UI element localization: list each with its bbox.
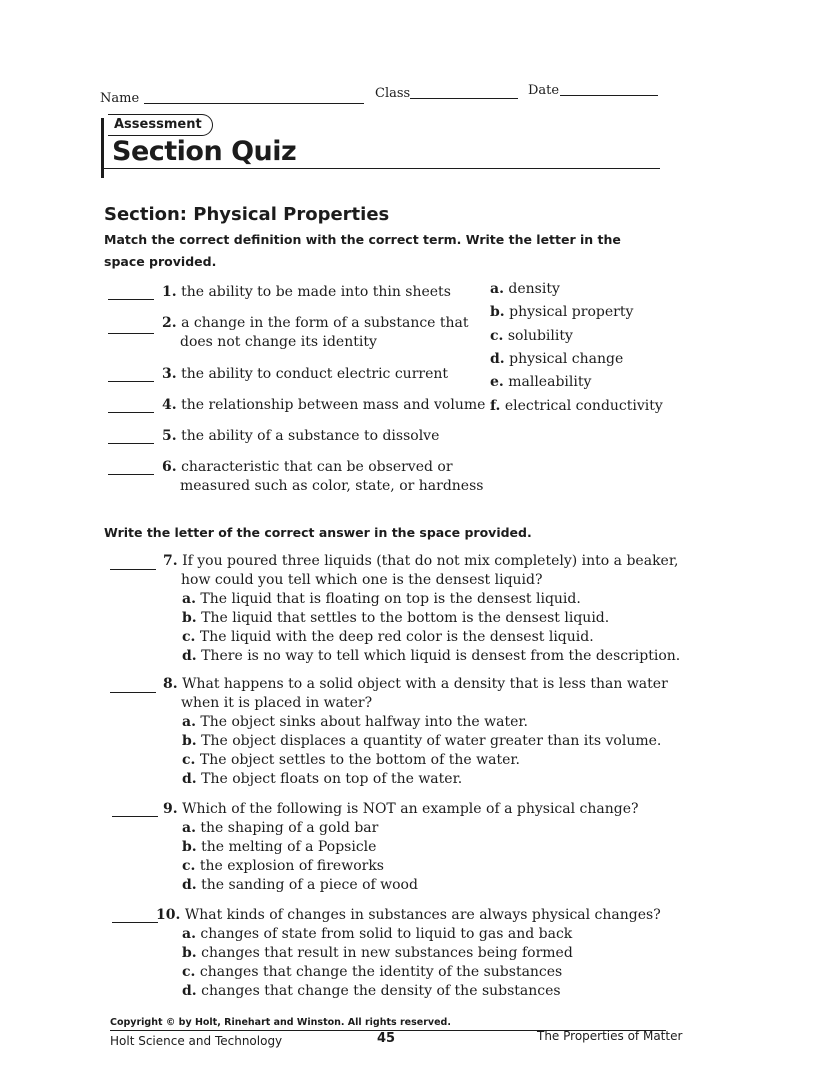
answer-blank-8[interactable] [110, 692, 156, 693]
matching-item: 1. the ability to be made into thin sheets [162, 284, 451, 300]
term-item: c. solubility [490, 328, 573, 344]
choice-item: a. The liquid that is floating on top is the densest liquid. [182, 591, 581, 607]
term-item: f. electrical conductivity [490, 398, 663, 414]
choice-item: a. The object sinks about halfway into the water. [182, 714, 528, 730]
choice-item: b. changes that result in new substances being formed [182, 945, 573, 961]
question-stem: 9. Which of the following is NOT an example of a physical change? [163, 801, 639, 817]
matching-item: 4. the relationship between mass and volume [162, 397, 486, 413]
choice-item: b. the melting of a Popsicle [182, 839, 377, 855]
name-field[interactable] [144, 103, 364, 104]
choice-item: a. changes of state from solid to liquid to gas and back [182, 926, 573, 942]
term-item: e. malleability [490, 374, 592, 390]
choice-item: b. The object displaces a quantity of water greater than its volume. [182, 733, 662, 749]
choice-item: d. The object floats on top of the water. [182, 771, 463, 787]
publisher-text: Holt Science and Technology [110, 1034, 283, 1048]
answer-blank-3[interactable] [108, 381, 154, 382]
date-label: Date [528, 83, 560, 98]
choice-item: d. changes that change the density of the substances [182, 983, 561, 999]
matching-item: 5. the ability of a substance to dissolve [162, 428, 440, 444]
copyright-text: Copyright © by Holt, Rinehart and Winston. All rights reserved. [110, 1017, 451, 1028]
answer-blank-9[interactable] [112, 816, 158, 817]
answer-blank-2[interactable] [108, 333, 154, 334]
answer-blank-6[interactable] [108, 474, 154, 475]
class-label: Class [375, 86, 411, 101]
matching-item: 6. characteristic that can be observed or measured such as color, state, or hardness [162, 459, 484, 494]
answer-blank-1[interactable] [108, 299, 154, 300]
section-title: Section: Physical Properties [104, 204, 390, 225]
mc-instructions: Write the letter of the correct answer in the space provided. [104, 525, 532, 540]
choice-item: c. the explosion of fireworks [182, 858, 384, 874]
answer-blank-7[interactable] [110, 569, 156, 570]
term-item: a. density [490, 281, 560, 297]
name-label: Name [100, 91, 140, 106]
matching-item: 2. a change in the form of a substance that does not change its identity [162, 315, 469, 350]
choice-item: b. The liquid that settles to the bottom is the densest liquid. [182, 610, 610, 626]
assessment-badge: Assessment [108, 114, 213, 136]
choice-item: a. the shaping of a gold bar [182, 820, 379, 836]
choice-item: d. the sanding of a piece of wood [182, 877, 418, 893]
matching-instructions: Match the correct definition with the correct term. Write the letter in the space provided. [104, 232, 621, 269]
question-stem: 10. What kinds of changes in substances are always physical changes? [156, 907, 661, 923]
question-stem: 7. If you poured three liquids (that do not mix completely) into a beaker, how could you tell which one is the densest liquid? [163, 553, 679, 588]
choice-item: c. The object settles to the bottom of the water. [182, 752, 520, 768]
class-field[interactable] [410, 98, 518, 99]
answer-blank-4[interactable] [108, 412, 154, 413]
title-bar [101, 118, 104, 178]
term-item: b. physical property [490, 304, 634, 320]
page-number: 45 [377, 1031, 396, 1046]
matching-item: 3. the ability to conduct electric current [162, 366, 449, 382]
choice-item: c. The liquid with the deep red color is the densest liquid. [182, 629, 594, 645]
answer-blank-5[interactable] [108, 443, 154, 444]
answer-blank-10[interactable] [112, 922, 158, 923]
choice-item: c. changes that change the identity of the substances [182, 964, 563, 980]
chapter-title: The Properties of Matter [537, 1029, 683, 1043]
page-title: Section Quiz [112, 136, 297, 167]
term-item: d. physical change [490, 351, 624, 367]
choice-item: d. There is no way to tell which liquid is densest from the description. [182, 648, 681, 664]
question-stem: 8. What happens to a solid object with a density that is less than water when it is placed in water? [163, 676, 668, 711]
date-field[interactable] [560, 95, 658, 96]
title-underline [104, 168, 660, 169]
